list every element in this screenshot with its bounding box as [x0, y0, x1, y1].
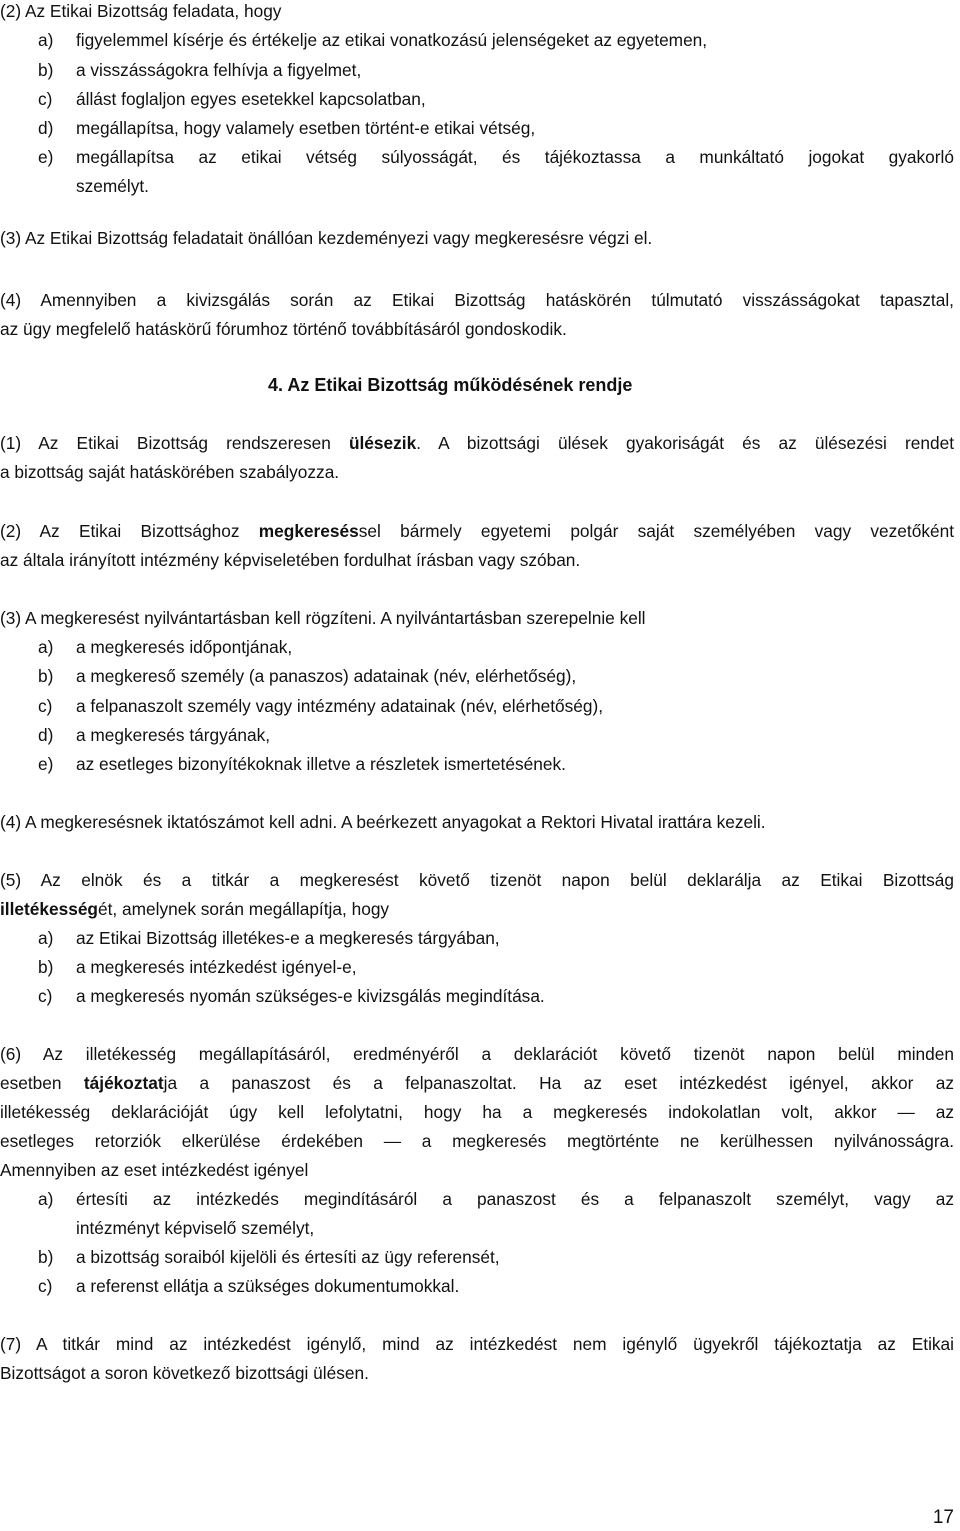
paragraph-1-pre: (1) Az Etikai Bizottság rendszeresen [0, 433, 349, 453]
paragraph-1-line-1 [0, 432, 954, 454]
paragraph-2-line-2: az általa irányított intézmény képviseletében fordulhat írásban vagy szóban. [0, 550, 581, 570]
list-marker: e) [38, 147, 54, 167]
paragraph-7-line-1: (7) A titkár mind az intézkedést igénylő, mind az intézkedést nem igénylő ügyekről tájékoztatja az Etikai [0, 1334, 954, 1354]
list-item: a megkeresés időpontjának, [76, 637, 293, 657]
list-marker: a) [38, 928, 54, 948]
section-3-paragraph: (3) Az Etikai Bizottság feladatait önállóan kezdeményezi vagy megkeresésre végzi el. [0, 228, 653, 248]
list-marker: c) [38, 1276, 53, 1296]
list-item: állást foglaljon egyes esetekkel kapcsolatban, [76, 89, 426, 109]
paragraph-5-bold: illetékesség [0, 899, 98, 919]
list-marker: b) [38, 1247, 54, 1267]
paragraph-2-bold: megkeresés [258, 521, 359, 541]
paragraph-2-line-1 [0, 520, 954, 542]
list-item: figyelemmel kísérje és értékelje az etikai vonatkozású jelenségeket az egyetemen, [76, 30, 708, 50]
list-marker: d) [38, 118, 54, 138]
list-item: megállapítsa, hogy valamely esetben történt-e etikai vétség, [76, 118, 536, 138]
paragraph-6-line-3: illetékesség deklarációját úgy kell lefolytatni, hogy ha a megkeresés indokolatlan volt, akkor — az [0, 1102, 954, 1122]
chapter-heading: 4. Az Etikai Bizottság működésének rendje [268, 375, 633, 395]
list-item-continuation: intézményt képviselő személyt, [76, 1218, 315, 1238]
list-item: a visszásságokra felhívja a figyelmet, [76, 60, 362, 80]
paragraph-1-post: . A bizottsági ülések gyakoriságát és az ülésezési rendet [416, 433, 955, 453]
paragraph-5-rest: ét, amelynek során megállapítja, hogy [98, 899, 390, 919]
paragraph-6-pre: esetben [0, 1073, 84, 1093]
paragraph-6-bold: tájékoztat [83, 1073, 164, 1093]
paragraph-6-line-1: (6) Az illetékesség megállapításáról, eredményéről a deklarációt követő tizenöt napon belül minden [0, 1044, 954, 1064]
paragraph-5-line-1: (5) Az elnök és a titkár a megkeresést követő tizenöt napon belül deklarálja az Etikai Bizottság [0, 870, 954, 890]
list-marker: c) [38, 89, 53, 109]
paragraph-4: (4) A megkeresésnek iktatószámot kell adni. A beérkezett anyagokat a Rektori Hivatal irattára kezeli. [0, 812, 766, 832]
paragraph-1-line-2: a bizottság saját hatáskörében szabályozza. [0, 462, 340, 482]
list-marker: c) [38, 696, 53, 716]
list-item: az Etikai Bizottság illetékes-e a megkeresés tárgyában, [76, 928, 500, 948]
list-item: a referenst ellátja a szükséges dokumentumokkal. [76, 1276, 460, 1296]
section-2-intro: (2) Az Etikai Bizottság feladata, hogy [0, 1, 282, 21]
list-item: megállapítsa az etikai vétség súlyosságát, és tájékoztassa a munkáltató jogokat gyakorló [76, 147, 954, 167]
list-item: a megkeresés intézkedést igényel-e, [76, 957, 357, 977]
list-item: a felpanaszolt személy vagy intézmény adatainak (név, elérhetőség), [76, 696, 604, 716]
list-item-continuation: személyt. [76, 176, 149, 196]
page-number: 17 [932, 1507, 954, 1528]
list-marker: b) [38, 60, 54, 80]
list-item: az esetleges bizonyítékoknak illetve a részletek ismertetésének. [76, 754, 566, 774]
paragraph-7-line-2: Bizottságot a soron következő bizottsági ülésen. [0, 1363, 369, 1383]
list-item: értesíti az intézkedés megindításáról a panaszost és a felpanaszolt személyt, vagy az [76, 1189, 954, 1209]
paragraph-2-post: sel bármely egyetemi polgár saját személyében vagy vezetőként [358, 521, 954, 541]
list-marker: a) [38, 637, 54, 657]
paragraph-2-pre: (2) Az Etikai Bizottsághoz [0, 521, 259, 541]
paragraph-6-post: ja a panaszost és a felpanaszoltat. Ha az eset intézkedést igényel, akkor az [163, 1073, 954, 1093]
paragraph-6-line-5: Amennyiben az eset intézkedést igényel [0, 1160, 309, 1180]
list-marker: b) [38, 666, 54, 686]
list-marker: a) [38, 1189, 54, 1209]
paragraph-3-intro: (3) A megkeresést nyilvántartásban kell rögzíteni. A nyilvántartásban szerepelnie kell [0, 608, 646, 628]
list-marker: b) [38, 957, 54, 977]
list-item: a megkeresés nyomán szükséges-e kivizsgálás megindítása. [76, 986, 545, 1006]
section-4-line-1: (4) Amennyiben a kivizsgálás során az Etikai Bizottság hatáskörén túlmutató visszásságokat tapasztal, [0, 290, 954, 310]
paragraph-1-bold: ülésezik [348, 433, 417, 453]
list-marker: c) [38, 986, 53, 1006]
list-marker: a) [38, 30, 54, 50]
list-marker: d) [38, 725, 54, 745]
list-marker: e) [38, 754, 54, 774]
list-item: a megkeresés tárgyának, [76, 725, 271, 745]
paragraph-6-line-2 [0, 1072, 954, 1094]
section-4-line-2: az ügy megfelelő hatáskörű fórumhoz történő továbbításáról gondoskodik. [0, 319, 567, 339]
paragraph-5-line-2 [0, 898, 389, 920]
list-item: a bizottság soraiból kijelöli és értesíti az ügy referensét, [76, 1247, 500, 1267]
paragraph-6-line-4: esetleges retorziók elkerülése érdekében — a megkeresés megtörténte ne kerülhessen nyilvánosságra. [0, 1131, 954, 1151]
list-item: a megkereső személy (a panaszos) adatainak (név, elérhetőség), [76, 666, 577, 686]
